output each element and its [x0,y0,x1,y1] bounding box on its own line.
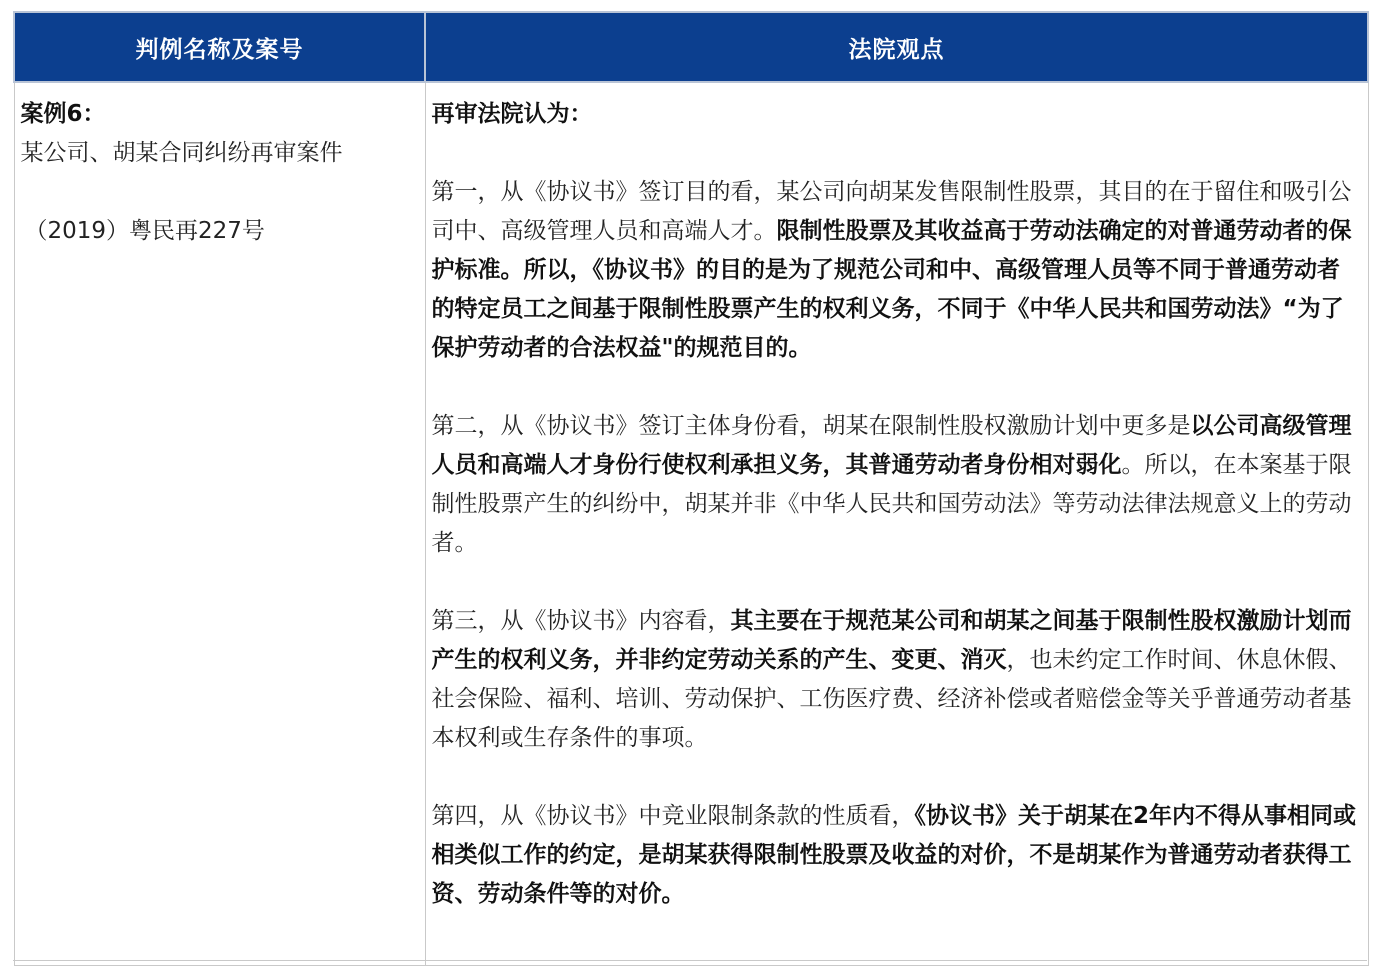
paragraph-3-text-start: 第三，从《协议书》内容看， [431,608,731,634]
paragraph-3-text-end: ，也未约定工作时间、休息休假、社会保险、福利、培训、劳动保护、工伤医疗费、经济补偿或者赔偿金等关乎普通劳动者基本权利或生存条件的事项。 [431,647,1352,751]
opinion-paragraph-3 [432,602,1362,758]
opinion-paragraph-1 [432,173,1362,368]
paragraph-4-emphasis: 《协议书》关于胡某在2年内不得从事相同或相类似工作的约定，是胡某获得限制性股票及收益的对价，不是胡某作为普通劳动者获得工资、劳动条件等的对价。 [431,803,1357,907]
table-header-row [14,12,1368,82]
spacer [432,563,1362,602]
opinion-paragraph-2 [432,407,1362,563]
opinion-cell [425,82,1368,966]
spacer [432,758,1362,797]
spacer [432,368,1362,407]
case-number: 案例6： [20,101,106,127]
paragraph-3-emphasis: 其主要在于规范某公司和胡某之间基于限制性股权激励计划而产生的权利义务，并非约定劳动关系的产生、变更、消灭 [431,608,1352,673]
header-court-opinion: 法院观点 [425,12,1368,82]
case-table [13,11,1369,966]
opinion-paragraph-4 [432,797,1362,914]
paragraph-1-emphasis: 限制性股票及其收益高于劳动法确定的对普通劳动者的保护标准。所以，《协议书》的目的是为了规范公司和中、高级管理人员等不同于普通劳动者的特定员工之间基于限制性股票产生的权利义务，不同于《中华人民共和国劳动法》“为了保护劳动者的合法权益"的规范目的。 [431,218,1352,361]
paragraph-2-emphasis: 以公司高级管理人员和高端人才身份行使权利承担义务，其普通劳动者身份相对弱化 [431,413,1352,478]
paragraph-2-text-start: 第二，从《协议书》签订主体身份看，胡某在限制性股权激励计划中更多是 [431,413,1191,439]
paragraph-4-text: 第四，从《协议书》中竞业限制条款的性质看， [431,803,915,829]
table-row [14,82,1368,966]
spacer [21,173,419,212]
case-code: （2019）粤民再227号 [24,218,265,244]
next-row-border [13,960,1367,968]
opinion-intro: 再审法院认为： [431,101,593,127]
paragraph-2-text-end: 。所以，在本案基于限制性股票产生的纠纷中，胡某并非《中华人民共和国劳动法》等劳动法律法规意义上的劳动者。 [431,452,1352,556]
spacer [432,134,1362,173]
case-name: 某公司、胡某合同纠纷再审案件 [20,140,343,166]
header-case-name: 判例名称及案号 [14,12,425,82]
paragraph-1-text: 第一，从《协议书》签订目的看，某公司向胡某发售限制性股票，其目的在于留住和吸引公司中、高级管理人员和高端人才。 [431,179,1352,244]
case-cell [14,82,425,966]
